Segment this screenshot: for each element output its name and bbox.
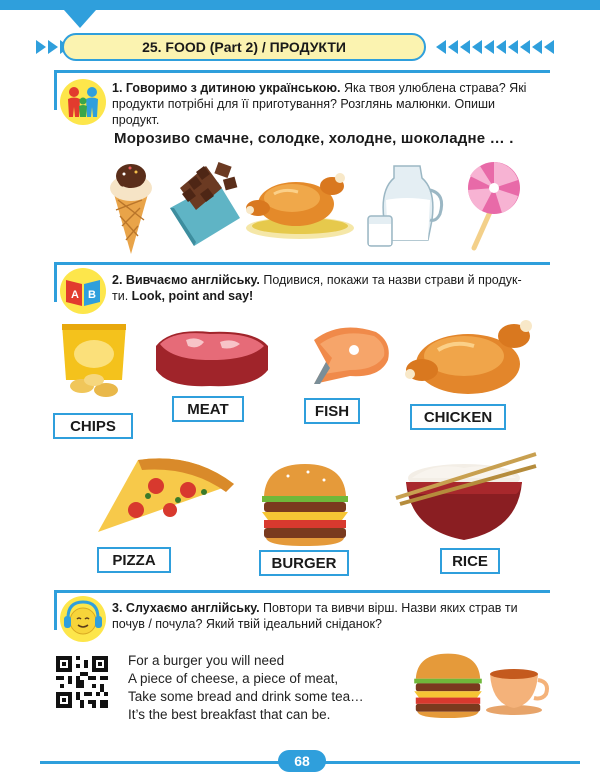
poem-line-3: Take some bread and drink some tea… [128, 689, 364, 704]
section3-heading: Слухаємо англійську. [125, 601, 260, 615]
right-arrows-decoration [436, 40, 554, 54]
pizza-slice-icon [92, 452, 240, 540]
chips-bag-icon [54, 320, 134, 400]
poem [128, 652, 364, 724]
section2-divider [54, 262, 550, 265]
milk-jug-icon [366, 160, 446, 250]
chocolate-bar-icon [166, 158, 244, 250]
ice-cream-icon [108, 160, 154, 256]
word-card-burger: BURGER [259, 550, 349, 576]
poem-line-2: A piece of cheese, a piece of meat, [128, 671, 339, 686]
rice-bowl-icon [394, 452, 538, 544]
qr-code-icon[interactable] [56, 656, 108, 708]
section3-instructions [112, 600, 556, 632]
section2-number: 2. [112, 273, 123, 287]
section1-heading: Говоримо з дитиною українською. [125, 81, 341, 95]
poem-line-1: For a burger you will need [128, 653, 285, 668]
tea-cup-icon [484, 664, 550, 716]
section3-text-1: Повтори та вивчи вірш. Назви яких страв ти [259, 601, 518, 615]
poem-line-4: It’s the best breakfast that can be. [128, 707, 331, 722]
section1-text-3: продукт. [112, 113, 160, 127]
section3-divider [54, 590, 550, 593]
top-notch-decoration [64, 10, 96, 28]
word-card-chicken: CHICKEN [410, 404, 506, 430]
section1-instructions [112, 80, 556, 128]
word-card-pizza: PIZZA [97, 547, 171, 573]
section2-instructions [112, 272, 556, 304]
word-card-rice: RICE [440, 548, 500, 574]
section1-text-2: продукти потрібні для її приготування? Розглянь малюнки. Опиши [112, 97, 495, 111]
section2-text-2-bold: Look, point and say! [131, 289, 254, 303]
abc-book-icon [58, 266, 108, 316]
meat-steak-icon [150, 326, 274, 390]
roast-chicken-icon [244, 168, 356, 240]
page-number: 68 [278, 750, 326, 772]
section2-text-1: Подивися, покажи та назви страви й продук- [259, 273, 522, 287]
svg-text:A: A [71, 289, 79, 301]
breakfast-burger-icon [410, 652, 486, 718]
section2-heading: Вивчаємо англійську. [125, 273, 260, 287]
section1-divider [54, 70, 550, 73]
lesson-title: 25. FOOD (Part 2) / ПРОДУКТИ [62, 33, 426, 61]
burger-icon [258, 462, 352, 546]
headphones-smiley-icon [58, 594, 108, 644]
word-card-fish: FISH [304, 398, 360, 424]
family-icon [58, 77, 108, 127]
ice-cream-phrase: Морозиво смачне, солодке, холодне, шоколадне … . [114, 130, 514, 147]
section3-text-2: почув / почула? Який твій ідеальний сніданок? [112, 617, 382, 631]
svg-text:B: B [88, 289, 96, 301]
fish-steak-icon [300, 322, 396, 388]
chicken-icon [404, 316, 540, 400]
section2-text-2: ти. [112, 289, 132, 303]
section1-number: 1. [112, 81, 123, 95]
section3-number: 3. [112, 601, 123, 615]
lollipop-icon [460, 160, 524, 250]
word-card-chips: CHIPS [53, 413, 133, 439]
top-border [0, 0, 600, 10]
section1-text-1: Яка твоя улюблена страва? Які [340, 81, 527, 95]
word-card-meat: MEAT [172, 396, 244, 422]
